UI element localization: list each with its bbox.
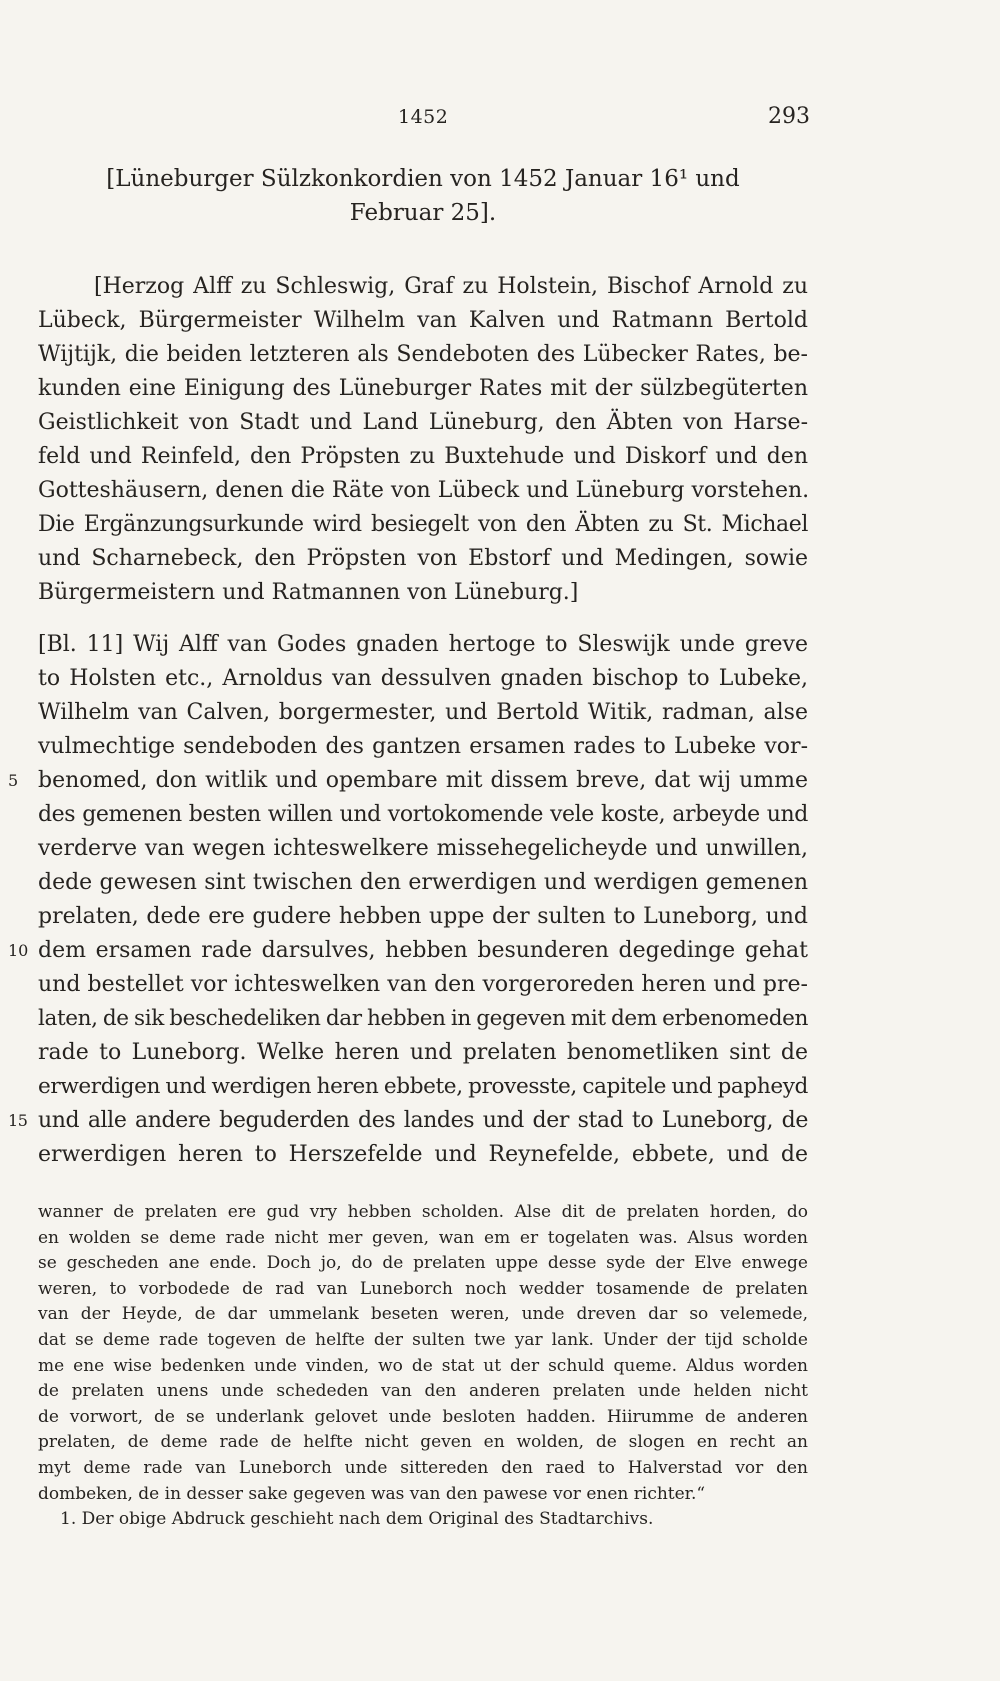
note-line: myt deme rade van Luneborch unde sittereden den raed to Halverstad vor den (38, 1457, 808, 1478)
document-line (38, 900, 808, 934)
line-number: 5 (8, 771, 19, 790)
document-line (38, 730, 808, 764)
regest-summary (38, 270, 808, 610)
document-line-text: laten, de sik beschedeliken dar hebben in gegeven mit dem erbenomeden (38, 1006, 808, 1031)
document-title (38, 162, 808, 230)
running-head (38, 104, 808, 134)
document-line-text: dem ersamen rade darsulves, hebben besunderen degedinge gehat (38, 938, 808, 963)
document-line-text: und bestellet vor ichteswelken van den vorgeroreden heren und pre- (38, 972, 808, 997)
document-line (38, 696, 808, 730)
document-line (38, 866, 808, 900)
document-line (38, 662, 808, 696)
document-line-text: erwerdigen und werdigen heren ebbete, provesste, capitele und papheyd (38, 1074, 808, 1099)
document-line (38, 628, 808, 662)
document-line-text: [Bl. 11] Wij Alff van Godes gnaden hertoge to Sleswijk unde greve (38, 632, 808, 657)
document-line-text: benomed, don witlik und opembare mit dissem breve, dat wij umme (38, 768, 808, 793)
document-line (38, 968, 808, 1002)
document-line-text: verderve van wegen ichteswelkere missehegelicheyde und unwillen, (38, 836, 808, 861)
document-line-text: to Holsten etc., Arnoldus van dessulven gnaden bischop to Lubeke, (38, 666, 808, 691)
document-line (38, 832, 808, 866)
summary-line: [Herzog Alff zu Schleswig, Graf zu Holstein, Bischof Arnold zu (94, 274, 808, 299)
summary-line: feld und Reinfeld, den Pröpsten zu Buxtehude und Diskorf und den (38, 444, 808, 469)
document-line-text: Wilhelm van Calven, borgermester, und Bertold Witik, radman, alse (38, 700, 808, 725)
note-line: weren, to vorbodede de rad van Luneborch noch wedder tosamende de prelaten (38, 1278, 808, 1299)
summary-line: Gotteshäusern, denen die Räte von Lübeck und Lüneburg vorstehen. (38, 478, 810, 503)
document-line (8, 1104, 808, 1138)
document-line-text: vulmechtige sendeboden des gantzen ersamen rades to Lubeke vor- (38, 734, 808, 759)
document-line (38, 798, 808, 832)
note-line: se gescheden ane ende. Doch jo, do de prelaten uppe desse syde der Elve enwege (38, 1253, 808, 1274)
line-number: 15 (8, 1111, 28, 1130)
document-line-text: des gemenen besten willen und vortokomende vele koste, arbeyde und (38, 802, 808, 827)
note-line: dat se deme rade togeven de helfte der sulten twe yar lank. Under der tijd scholde (38, 1329, 808, 1350)
document-line (8, 934, 808, 968)
document-line-text: rade to Luneborg. Welke heren und prelaten benometliken sint de (38, 1040, 808, 1065)
note-line: van der Heyde, de dar ummelank beseten weren, unde dreven dar so velemede, (38, 1304, 808, 1325)
document-line (8, 764, 808, 798)
note-line: prelaten, de deme rade de helfte nicht geven en wolden, de slogen en recht an (38, 1432, 808, 1453)
apparatus-notes (38, 1200, 808, 1533)
document-line-text: prelaten, dede ere gudere hebben uppe der sulten to Luneborg, und (38, 904, 808, 929)
footnote: 1. Der obige Abdruck geschieht nach dem Original des Stadtarchivs. (60, 1509, 654, 1530)
summary-line: Die Ergänzungsurkunde wird besiegelt von den Äbten zu St. Michael (38, 512, 808, 537)
document-line-text: dede gewesen sint twischen den erwerdigen und werdigen gemenen (38, 870, 808, 895)
document-line (38, 1070, 808, 1104)
document-title-line-2: Februar 25]. (349, 200, 497, 226)
note-line: wanner de prelaten ere gud vry hebben scholden. Alse dit de prelaten horden, do (38, 1202, 808, 1222)
summary-line: kunden eine Einigung des Lüneburger Rates mit der sülzbegüterten (38, 376, 808, 401)
line-number: 10 (8, 941, 29, 960)
summary-line: Wijtijk, die beiden letzteren als Sendeboten des Lübecker Rates, be- (38, 342, 808, 367)
summary-line: Bürgermeistern und Ratmannen von Lüneburg.] (38, 580, 579, 605)
note-line: dombeken, de in desser sake gegeven was van den pawese vor enen richter.“ (38, 1483, 706, 1504)
note-line: de prelaten unens unde schededen van den anderen prelaten unde helden nicht (38, 1381, 808, 1402)
summary-line: Lübeck, Bürgermeister Wilhelm van Kalven und Ratmann Bertold (38, 308, 808, 333)
page-number: 293 (768, 104, 810, 129)
note-line: de vorwort, de se underlank gelovet unde besloten hadden. Hiirumme de anderen (38, 1406, 808, 1427)
running-head-year: 1452 (398, 106, 449, 128)
document-line (38, 1036, 808, 1070)
document-line-text: und alle andere beguderden des landes und der stad to Luneborg, de (38, 1108, 808, 1133)
note-line: me ene wise bedenken unde vinden, wo de stat ut der schuld queme. Aldus worden (38, 1355, 808, 1376)
note-line: en wolden se deme rade nicht mer geven, wan em er togelaten was. Alsus worden (38, 1227, 808, 1248)
document-line (38, 1138, 808, 1172)
document-line-text: erwerdigen heren to Herszefelde und Reynefelde, ebbete, und de (38, 1142, 808, 1167)
summary-line: Geistlichkeit von Stadt und Land Lüneburg, den Äbten von Harse- (38, 410, 808, 435)
document-line (38, 1002, 808, 1036)
document-text (8, 628, 808, 1172)
document-title-line-1: [Lüneburger Sülzkonkordien von 1452 Januar 16¹ und (106, 166, 740, 192)
summary-line: und Scharnebeck, den Pröpsten von Ebstorf und Medingen, sowie (38, 546, 808, 571)
